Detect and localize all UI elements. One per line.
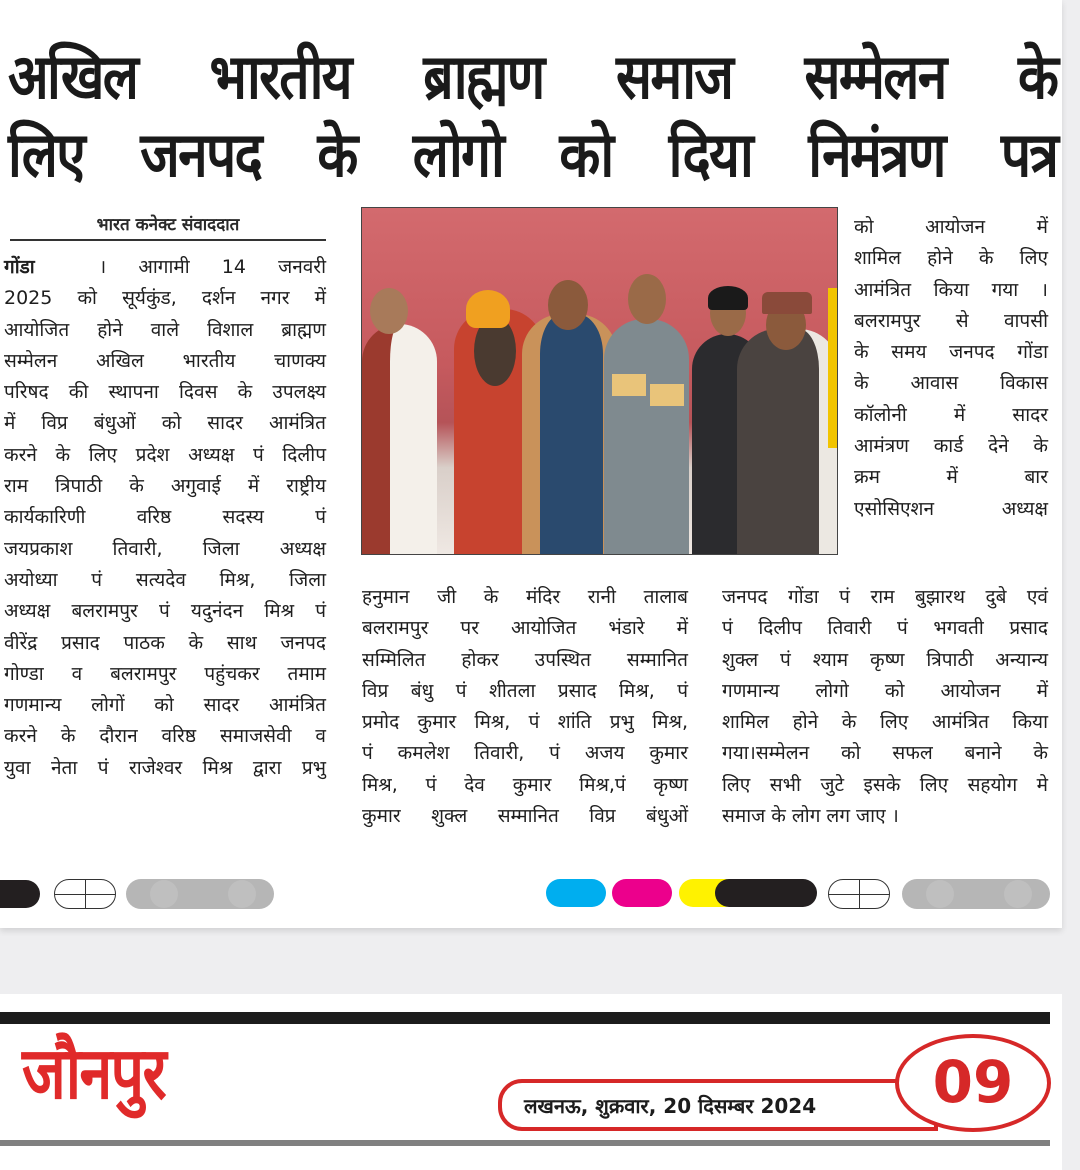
text-line: गया।सम्मेलन को सफल बनाने के [722, 742, 1048, 765]
text-line: परिषद की स्थापना दिवस के उपलक्ष्य [4, 381, 326, 404]
print-mark-black [715, 879, 817, 907]
text-line: कुमार शुक्ल सम्मानित विप्र बंधुओं [362, 805, 688, 828]
text-line: एसोसिएशन अध्यक्ष [854, 497, 1048, 520]
text-line: सम्मेलन अखिल भारतीय चाणक्य [4, 349, 326, 372]
text-line: समाज के लोग लग जाए । [722, 805, 899, 828]
text-line: करने के लिए प्रदेश अध्यक्ष पं दिलीप [4, 443, 326, 466]
text-line: वीरेंद्र प्रसाद पाठक के साथ जनपद [4, 631, 326, 654]
text-line: कॉलोनी में सादर [854, 403, 1048, 426]
news-clipping-page-header [0, 994, 1062, 1170]
text-line: बलरामपुर पर आयोजित भंडारे में [362, 617, 688, 640]
text-line: शामिल होने के लिए [854, 247, 1048, 270]
text-line: 2025 को सूर्यकुंड, दर्शन नगर में [4, 287, 326, 310]
article-headline [8, 38, 1058, 194]
text-line: के समय जनपद गोंडा [854, 341, 1048, 364]
text-line: जयप्रकाश तिवारी, जिला अध्यक्ष [4, 537, 326, 560]
headline-line-1: अखिल भारतीय ब्राह्मण समाज सम्मेलन के [8, 40, 1058, 113]
text-line: करने के दौरान वरिष्ठ समाजसेवी व [4, 725, 326, 748]
header-rule-bottom [0, 1140, 1050, 1146]
byline: भारत कनेक्ट संवाददात [10, 212, 326, 241]
text-line: के आवास विकास [854, 372, 1048, 395]
text-line: गोण्डा व बलरामपुर पहुंचकर तमाम [4, 662, 326, 685]
text-line: लिए सभी जुटे इसके लिए सहयोग मे [722, 773, 1048, 796]
text-line: को आयोजन में [854, 216, 1048, 238]
text-line: अयोध्या पं सत्यदेव मिश्र, जिला [4, 568, 326, 591]
print-mark-black [0, 880, 40, 908]
text-line: अध्यक्ष बलरामपुर पं यदुनंदन मिश्र पं [4, 600, 326, 623]
photo-cap [762, 292, 812, 314]
text-line: पं दिलीप तिवारी पं भगवती प्रसाद [722, 617, 1048, 640]
article-column-1 [4, 252, 326, 784]
text-line: युवा नेता पं राजेश्वर मिश्र द्वारा प्रभु [4, 756, 326, 779]
print-mark-gray [902, 879, 1050, 909]
print-registration-cross-icon [54, 879, 116, 909]
text-line: सम्मिलित होकर उपस्थित सम्मानित [362, 648, 688, 671]
text-line: गणमान्य लोगों को सादर आमंत्रित [4, 694, 326, 717]
article-column-3 [722, 582, 1048, 832]
print-dot [926, 880, 954, 908]
text-line: कार्यकारिणी वरिष्ठ सदस्य पं [4, 506, 326, 529]
text-line: शुक्ल पं श्याम कृष्ण त्रिपाठी अन्यान्य [722, 648, 1048, 671]
text-line: पं कमलेश तिवारी, पं अजय कुमार [362, 742, 688, 765]
article-column-3-top [854, 212, 1048, 525]
text-line: गोंडा । आगामी 14 जनवरी [4, 256, 326, 278]
dateline-place: गोंडा [4, 256, 35, 278]
section-name: जौनपुर [22, 1031, 166, 1115]
print-registration-cross-icon [828, 879, 890, 909]
next-headline-cropped [20, 1152, 1060, 1170]
photo-head [628, 274, 666, 324]
photo-turban [466, 290, 510, 328]
print-dot [228, 880, 256, 908]
text-line: हनुमान जी के मंदिर रानी तालाब [362, 586, 688, 608]
text-line: आमंत्रण कार्ड देने के [854, 435, 1048, 458]
photo-invitation-card [650, 384, 684, 406]
text-line: आमंत्रित किया गया । [854, 278, 1048, 301]
photo-person [522, 314, 617, 554]
text-line: मिश्र, पं देव कुमार मिश्र,पं कृष्ण [362, 773, 688, 796]
photo-head [548, 280, 588, 330]
text-line: आयोजित होने वाले विशाल ब्राह्मण [4, 318, 326, 341]
print-mark-gray [126, 879, 274, 909]
text-line: शामिल होने के लिए आमंत्रित किया [722, 711, 1048, 734]
print-dot [150, 880, 178, 908]
text-line: विप्र बंधु पं शीतला प्रसाद मिश्र, पं [362, 679, 688, 702]
text-line: जनपद गोंडा पं राम बुझारथ दुबे एवं [722, 586, 1048, 608]
photo-beanie [708, 286, 748, 310]
photo-yellow-banner [828, 288, 838, 448]
print-mark-magenta [612, 879, 672, 907]
text-line: बलरामपुर से वापसी [854, 309, 1048, 332]
text-line: में विप्र बंधुओं को सादर आमंत्रित [4, 412, 326, 435]
text-line: प्रमोद कुमार मिश्र, पं शांति प्रभु मिश्र, [362, 711, 688, 734]
edition-dateline: लखनऊ, शुक्रवार, 20 दिसम्बर 2024 [498, 1079, 938, 1131]
photo-person [737, 329, 838, 554]
text-line: गणमान्य लोगो को आयोजन में [722, 679, 1048, 702]
photo-person [604, 319, 689, 554]
article-photo [361, 207, 838, 555]
photo-head [370, 288, 408, 334]
page-number-badge: 09 [895, 1034, 1051, 1132]
photo-invitation-card [612, 374, 646, 396]
print-mark-cyan [546, 879, 606, 907]
text-line: क्रम में बार [854, 466, 1048, 489]
photo-person [362, 324, 437, 554]
print-dot [1004, 880, 1032, 908]
article-column-2 [362, 582, 688, 832]
headline-line-2: लिए जनपद के लोगो को दिया निमंत्रण पत्र [8, 118, 1058, 191]
text-line: राम त्रिपाठी के अगुवाई में राष्ट्रीय [4, 475, 326, 498]
